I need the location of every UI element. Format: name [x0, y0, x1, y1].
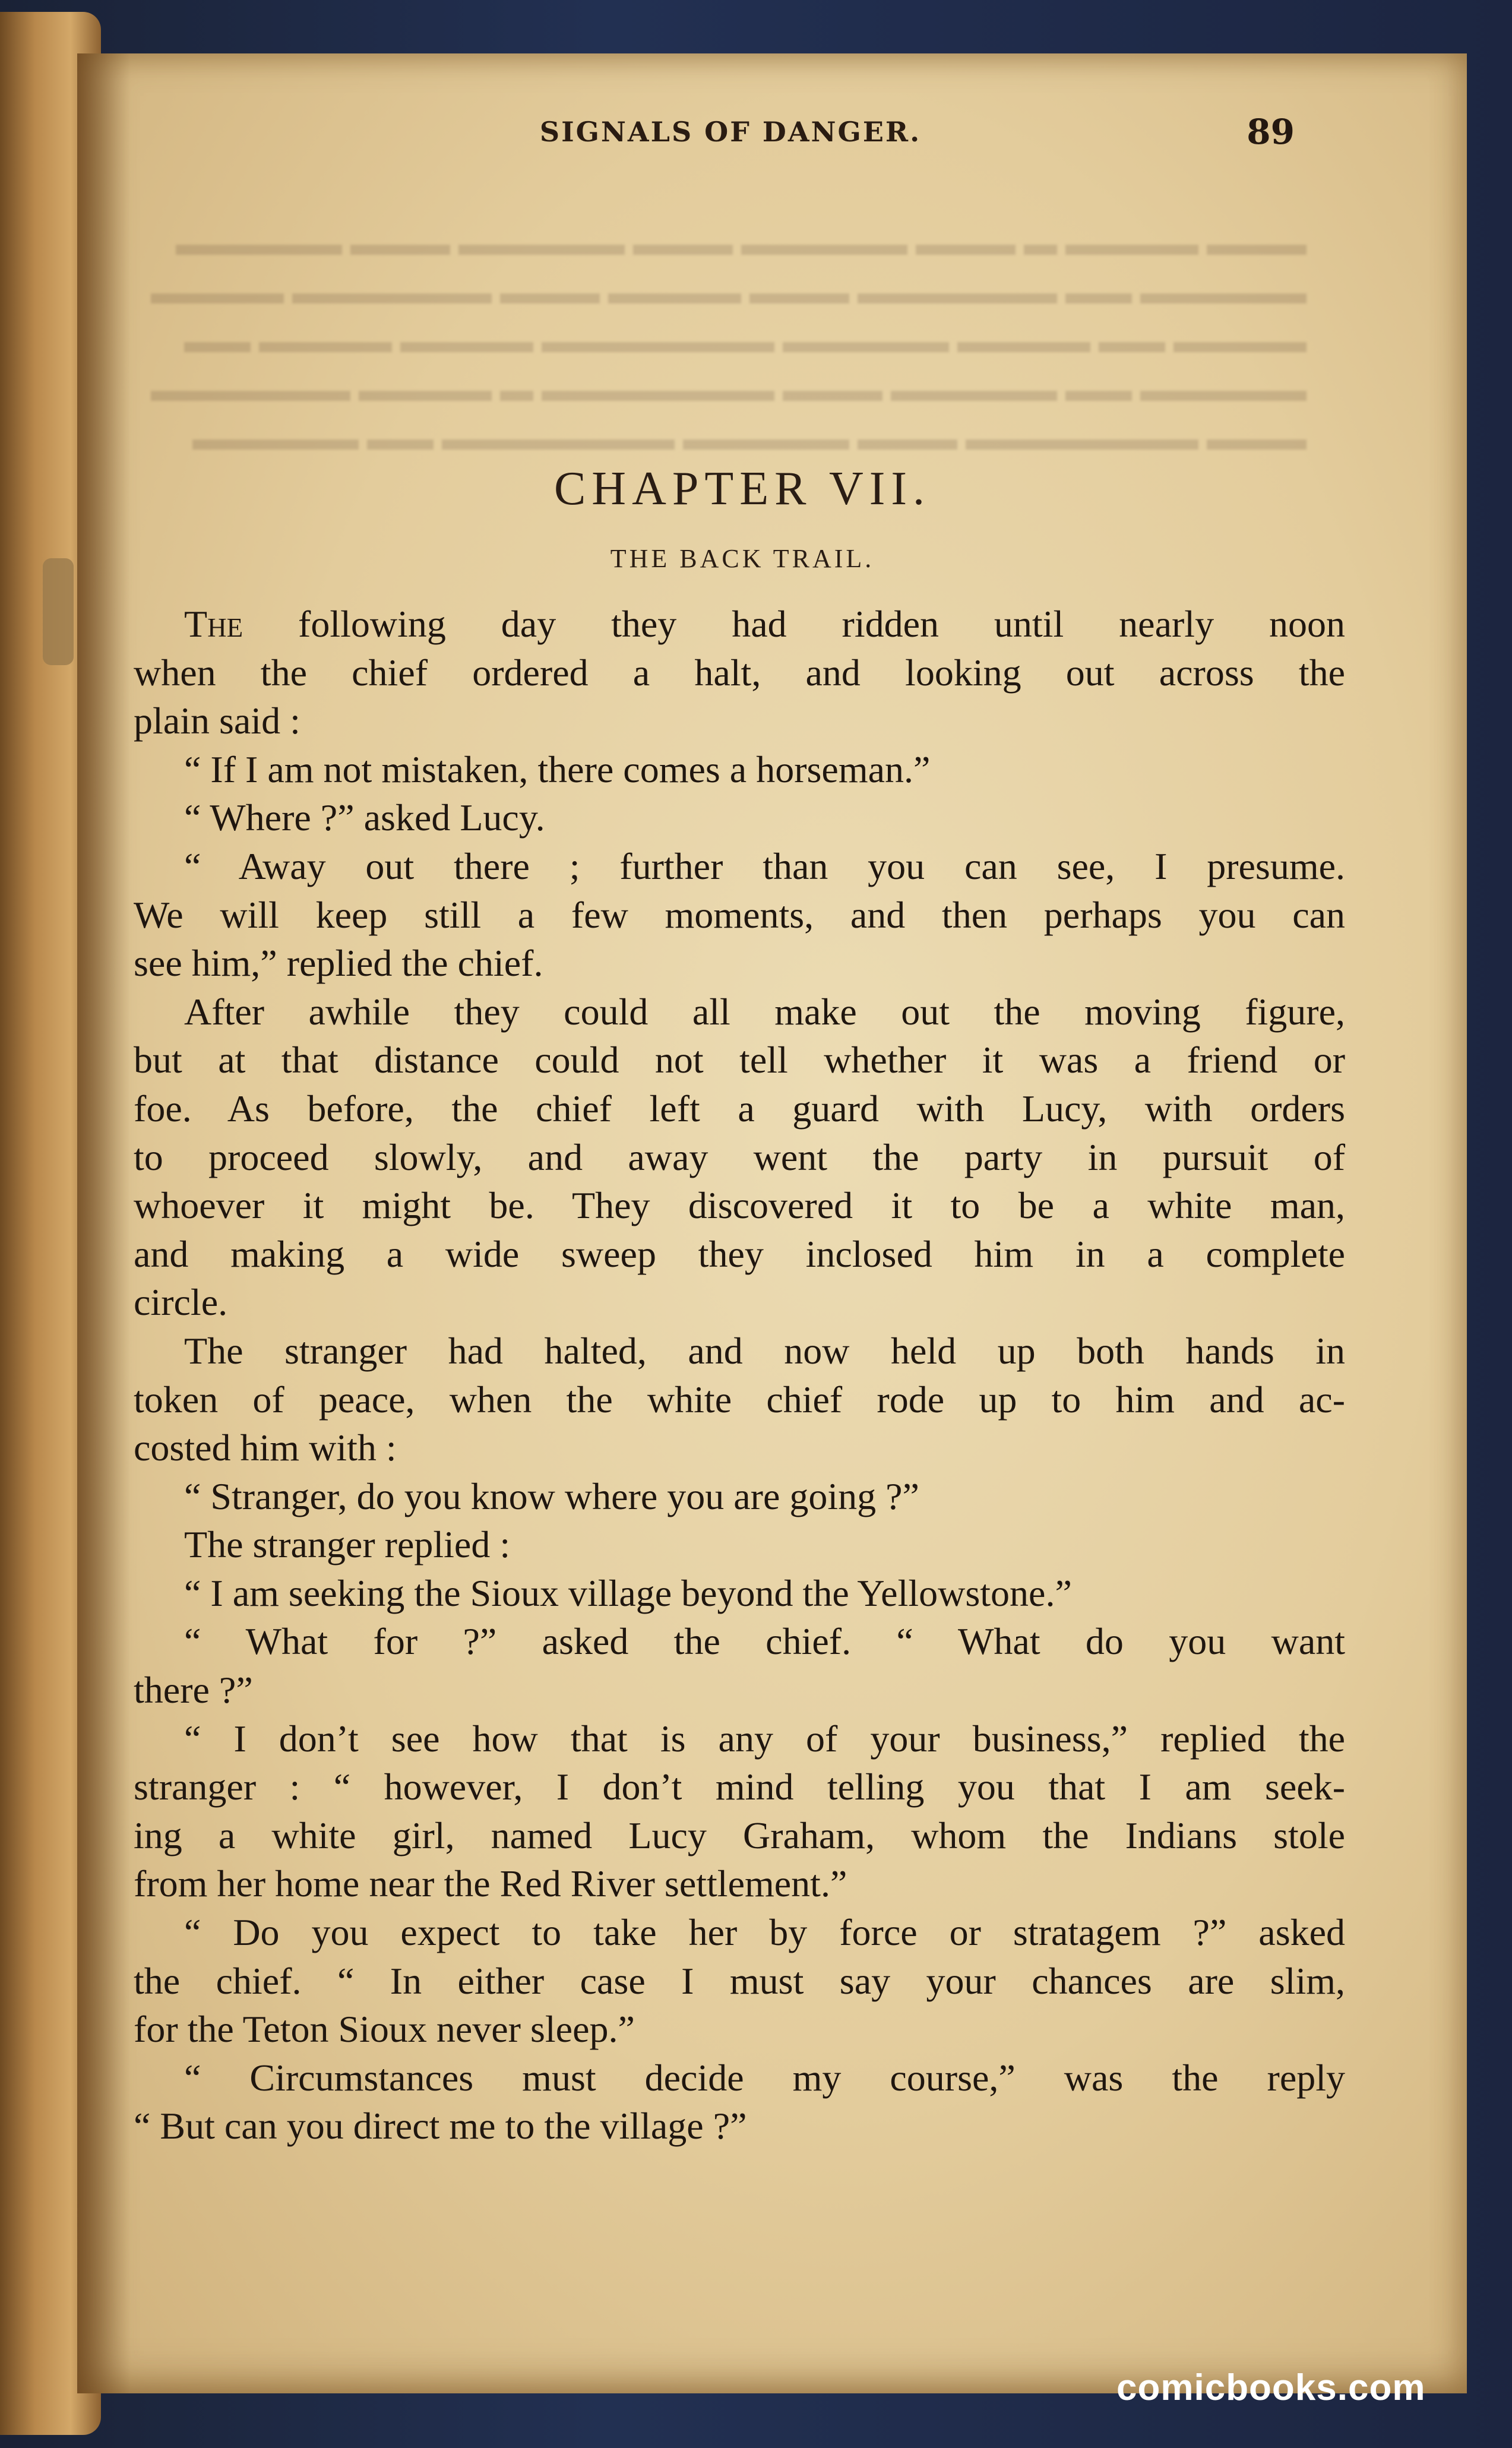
text-line: After awhile they could all make out the moving figure,: [184, 990, 1345, 1033]
show-through-line: ▬▬▬ ▬▬▬▬▬▬▬ ▬▬▬ ▬▬▬▬▬ ▬▬▬▬▬▬▬ ▬▬ ▬▬▬▬▬: [192, 420, 1307, 457]
show-through-text: [143, 220, 1307, 463]
text-line: from her home near the Red River settlement.”: [134, 1862, 847, 1905]
chapter-title: CHAPTER VII.: [553, 463, 931, 515]
show-through-line: ▬▬▬▬▬ ▬▬ ▬▬▬▬▬▬ ▬▬▬ ▬▬▬▬ ▬▬▬ ▬▬▬▬▬▬ ▬▬▬▬: [151, 274, 1307, 311]
text-line: stranger : “ however, I don’t mind telling you that I am seek-: [134, 1766, 1345, 1808]
binding-tear: [43, 558, 74, 665]
page-number: 89: [1247, 112, 1295, 152]
text-line: see him,” replied the chief.: [134, 942, 543, 985]
text-line: [134, 600, 1345, 649]
show-through-line: ▬▬▬▬▬ ▬▬ ▬▬▬▬▬ ▬▬▬ ▬▬▬▬▬▬▬ ▬ ▬▬▬▬ ▬▬▬▬▬▬: [151, 372, 1307, 409]
chapter-subtitle: THE BACK TRAIL.: [610, 544, 875, 573]
show-through-line: ▬▬▬▬ ▬▬ ▬▬▬▬ ▬▬▬▬▬ ▬▬▬▬▬▬▬ ▬▬▬▬ ▬▬▬▬ ▬▬: [184, 323, 1307, 360]
text-line: costed him with :: [134, 1427, 397, 1469]
text-line: but at that distance could not tell whether it was a friend or: [134, 1039, 1345, 1081]
text-line: “ Away out there ; further than you can see, I presume.: [184, 845, 1345, 887]
drop-word: The: [184, 603, 243, 645]
text-line: plain said :: [134, 700, 300, 742]
text-line: and making a wide sweep they inclosed him in a complete: [134, 1232, 1345, 1275]
text-line: “ I am seeking the Sioux village beyond the Yellowstone.”: [184, 1571, 1072, 1614]
text-line: “ What for ?” asked the chief. “ What do you want: [184, 1620, 1345, 1663]
text-line: whoever it might be. They discovered it to be a white man,: [134, 1184, 1345, 1227]
text-line: the chief. “ In either case I must say your chances are slim,: [134, 1959, 1345, 2002]
text-line: for the Teton Sioux never sleep.”: [134, 2008, 635, 2051]
text-line: when the chief ordered a halt, and looking out across the: [134, 651, 1345, 694]
text-line: to proceed slowly, and away went the party in pursuit of: [134, 1136, 1345, 1178]
text-line: there ?”: [134, 1669, 253, 1712]
text-line: “ Circumstances must decide my course,” was the reply: [184, 2056, 1345, 2099]
text-line: circle.: [134, 1281, 228, 1324]
text-line: “ Where ?” asked Lucy.: [184, 796, 545, 839]
gutter-shadow: [77, 53, 131, 2393]
text-line: “ But can you direct me to the village ?”: [134, 2105, 747, 2147]
text-line: The stranger replied :: [184, 1523, 511, 1566]
text-line: ing a white girl, named Lucy Graham, whom the Indians stole: [134, 1814, 1345, 1856]
running-head: SIGNALS OF DANGER.: [539, 116, 922, 148]
text-line: We will keep still a few moments, and then perhaps you can: [134, 893, 1345, 936]
text-line: “ I don’t see how that is any of your business,” replied the: [184, 1717, 1345, 1760]
text-line: “ Do you expect to take her by force or stratagem ?” asked: [184, 1911, 1345, 1954]
text-line-content: following day they had ridden until nearly noon: [243, 603, 1345, 645]
text-line: The stranger had halted, and now held up both hands in: [184, 1329, 1345, 1372]
text-line: token of peace, when the white chief rode up to him and ac-: [134, 1378, 1345, 1421]
text-line: “ Stranger, do you know where you are going ?”: [184, 1475, 919, 1517]
text-line: “ If I am not mistaken, there comes a horseman.”: [184, 748, 931, 790]
show-through-line: ▬▬▬ ▬▬▬▬ ▬ ▬▬▬ ▬▬▬▬▬ ▬▬▬ ▬▬▬▬▬ ▬▬▬ ▬▬▬▬▬: [176, 226, 1307, 262]
text-line: foe. As before, the chief left a guard with Lucy, with orders: [134, 1087, 1345, 1130]
body-text: [134, 600, 1345, 2150]
watermark: comicbooks.com: [1116, 2367, 1426, 2408]
